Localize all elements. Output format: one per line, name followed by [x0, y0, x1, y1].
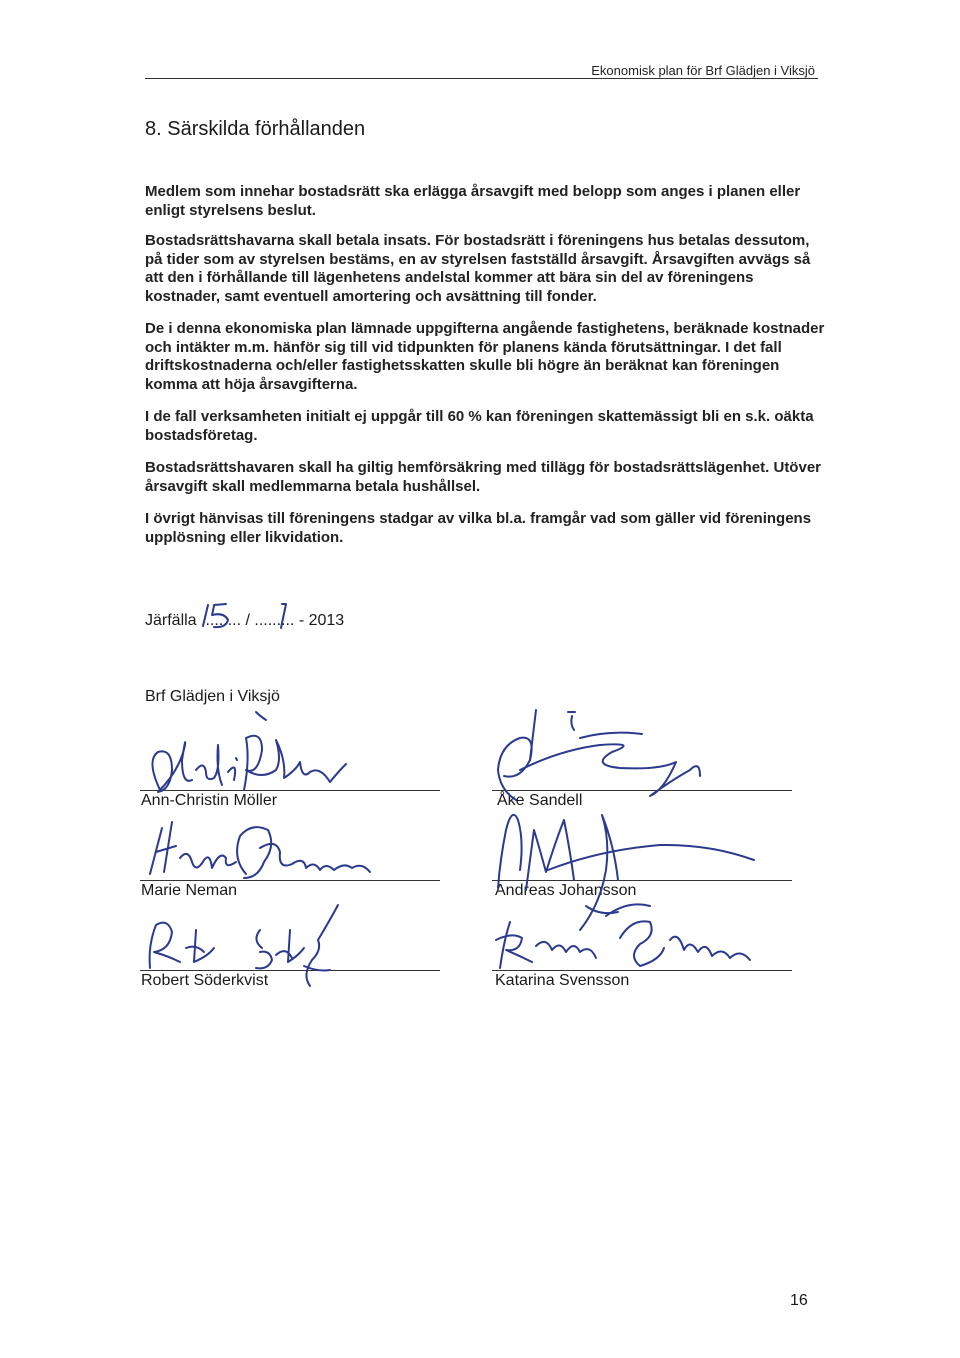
signatory-name: Katarina Svensson — [495, 972, 630, 989]
handwritten-date-month — [281, 604, 286, 628]
paragraph-insats: Bostadsrättshavarna skall betala insats. För bostadsrätt i föreningens hus betalas dessutom, på tider som av styrelsen bestäms, en av styrelsen fastställd årsavgift. Årsavgiften avvägs så att den i förhållande till lägenhetens andelstal kommer att bära sin del av föreningens kostnader, samt eventuell amortering och avsättning till fonder. — [145, 232, 811, 305]
signature-andreas-johansson — [498, 815, 754, 930]
signature-katarina-svensson — [496, 904, 750, 968]
signatory-name: Andreas Johansson — [495, 882, 637, 899]
signature-ake-sandell — [498, 710, 700, 800]
date-line: Järfälla ......... / ......... - 2013 — [145, 612, 345, 629]
signatory-name: Ann-Christin Möller — [141, 792, 278, 809]
paragraph-insurance: Bostadsrättshavaren skall ha giltig hemförsäkring med tillägg för bostadsrättslägenhet. Utöver årsavgift skall medlemmarna betala hushållsel. — [145, 459, 821, 495]
paragraph-annual-fee: Medlem som innehar bostadsrätt ska erlägga årsavgift med belopp som anges i planen eller enligt styrelsens beslut. — [145, 183, 801, 219]
signatory-name: Åke Sandell — [497, 792, 583, 809]
signatory-name: Robert Söderkvist — [141, 972, 269, 989]
signature-robert-soderkvist — [150, 905, 338, 986]
handwritten-date-day — [203, 604, 228, 627]
paragraph-tax-status: I de fall verksamheten initialt ej uppgår till 60 % kan föreningen skattemässigt bli en s.k. oäkta bostadsföretag. — [145, 408, 814, 444]
signatory-name: Marie Neman — [141, 882, 238, 899]
page-number: 16 — [790, 1292, 808, 1309]
section-title: 8. Särskilda förhållanden — [145, 118, 366, 140]
organization-name: Brf Glädjen i Viksjö — [145, 688, 280, 705]
paragraph-bylaws: I övrigt hänvisas till föreningens stadgar av vilka bl.a. framgår vad som gäller vid föreningens upplösning eller likvidation. — [145, 510, 812, 546]
running-header: Ekonomisk plan för Brf Glädjen i Viksjö — [591, 63, 815, 78]
paragraph-cost-estimates: De i denna ekonomiska plan lämnade uppgifterna angående fastighetens, beräknade kostnader och intäkter m.m. hänför sig till vid tidpunkten för planens kända förutsättningar. I det fall driftskostnaderna och/eller fastighetsskatten skulle bli högre än beräknat kan föreningen komma att höja årsavgifterna. — [145, 320, 825, 393]
signature-ann-christin-moller — [152, 712, 346, 792]
signature-marie-neman — [150, 822, 370, 878]
